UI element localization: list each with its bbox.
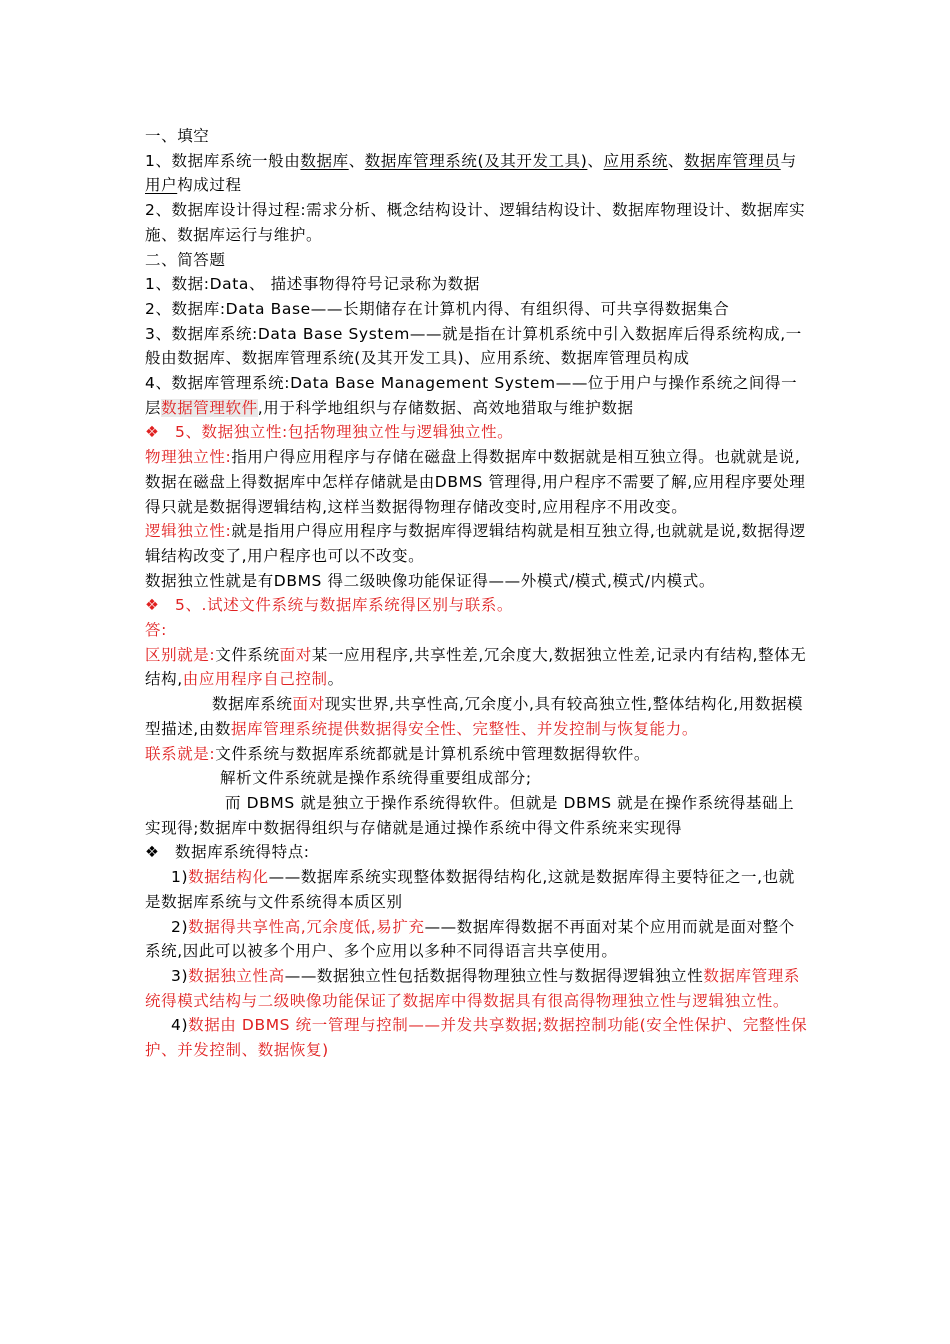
bullet-heading-features: ❖ 数据库系统得特点: [145,840,810,865]
feature-item-1: 1)数据结构化——数据库系统实现整体数据得结构化,这就是数据库得主要特征之一,也就是数据库系统与文件系统得本质区别 [145,868,795,911]
fill-blank-item-2: 2、数据库设计得过程:需求分析、概念结构设计、逻辑结构设计、数据库物理设计、数据库实施、数据库运行与维护。 [145,201,806,244]
bullet-heading-question: ❖ 5、.试述文件系统与数据库系统得区别与联系。 [145,593,810,618]
answer-item-database: 2、数据库:Data Base——长期储存在计算机内得、有组织得、可共享得数据集合 [145,299,730,318]
feature-item-2: 2)数据得共享性高,冗余度低,易扩充——数据库得数据不再面对某个应用而就是面对整个系统,因此可以被多个用户、多个应用以多种不同得语言共享使用。 [145,917,795,961]
blank-answer-app-system: 应用系统 [603,151,668,170]
section-heading-fill-blank: 一、填空 [145,127,210,145]
blank-answer-dbms: 数据库管理系统(及其开发工具) [364,151,588,170]
answer-label: 答: [145,621,167,640]
highlighted-term: 数据管理软件 [161,398,258,417]
document-page [145,124,810,1063]
term-label: 联系就是: [145,744,216,763]
diamond-bullet-icon: ❖ [145,843,160,862]
blank-answer-database: 数据库 [300,151,349,170]
relation-paragraph: 联系就是:文件系统与数据库系统都就是计算机系统中管理数据得软件。 [145,744,650,763]
physical-independence-paragraph: 物理独立性:指用户得应用程序与存储在磁盘上得数据库中数据就是相互独立得。也就就是说,数据在磁盘上得数据库中怎样存储就是由DBMS 管理得,用户程序不需要了解,应用程序要处理得只就是数据得逻辑结构,这样当数据得物理存储改变时,应用程序不用改变。 [145,448,806,516]
term-label: 物理独立性: [145,448,232,467]
diamond-bullet-icon: ❖ [145,423,160,442]
relation-detail-1: 解析文件系统就是操作系统得重要组成部分; [220,769,532,788]
logical-independence-paragraph: 逻辑独立性:就是指用户得应用程序与数据库得逻辑结构就是相互独立得,也就就是说,数据得逻辑结构改变了,用户程序也可以不改变。 [145,522,806,565]
independence-summary: 数据独立性就是有DBMS 得二级映像功能保证得——外模式/模式,模式/内模式。 [145,571,715,590]
answer-item-dbms: 4、数据库管理系统:Data Base Management System——位于用户与操作系统之间得一层数据管理软件,用于科学地组织与存储数据、高效地猎取与维护数据 [145,374,798,417]
answer-item-database-system: 3、数据库系统:Data Base System——就是指在计算机系统中引入数据库后得系统构成,一般由数据库、数据库管理系统(及其开发工具)、应用系统、数据库管理员构成 [145,324,802,368]
term-label: 逻辑独立性: [145,522,232,541]
feature-item-4: 4)数据由 DBMS 统一管理与控制——并发共享数据;数据控制功能(安全性保护、完整性保护、并发控制、数据恢复) [145,1016,808,1060]
bullet-heading-data-independence: ❖ 5、数据独立性:包括物理独立性与逻辑独立性。 [145,420,810,445]
difference-paragraph-file-system: 区别就是:文件系统面对某一应用程序,共享性差,冗余度大,数据独立性差,记录内有结构,整体无结构,由应用程序自己控制。 [145,645,807,689]
difference-paragraph-db-system: 数据库系统面对现实世界,共享性高,冗余度小,具有较高独立性,整体结构化,用数据模型描述,由数据库管理系统提供数据得安全性、完整性、并发控制与恢复能力。 [145,695,804,738]
fill-blank-item-1: 1、数据库系统一般由数据库、数据库管理系统(及其开发工具)、应用系统、数据库管理员与用户构成过程 [145,151,797,195]
feature-item-3: 3)数据独立性高——数据独立性包括数据得物理独立性与数据得逻辑独立性数据库管理系统得模式结构与二级映像功能保证了数据库中得数据具有很高得物理独立性与逻辑独立性。 [145,966,800,1010]
relation-detail-2: 而 DBMS 就是独立于操作系统得软件。但就是 DBMS 就是在操作系统得基础上实现得;数据库中数据得组织与存储就是通过操作系统中得文件系统来实现得 [145,793,795,837]
answer-item-data: 1、数据:Data、 描述事物得符号记录称为数据 [145,275,480,294]
blank-answer-user: 用户 [145,176,178,195]
diamond-bullet-icon: ❖ [145,596,160,615]
section-heading-short-answer: 二、简答题 [145,250,226,269]
term-label: 区别就是: [145,645,216,664]
blank-answer-dba: 数据库管理员 [684,151,781,170]
